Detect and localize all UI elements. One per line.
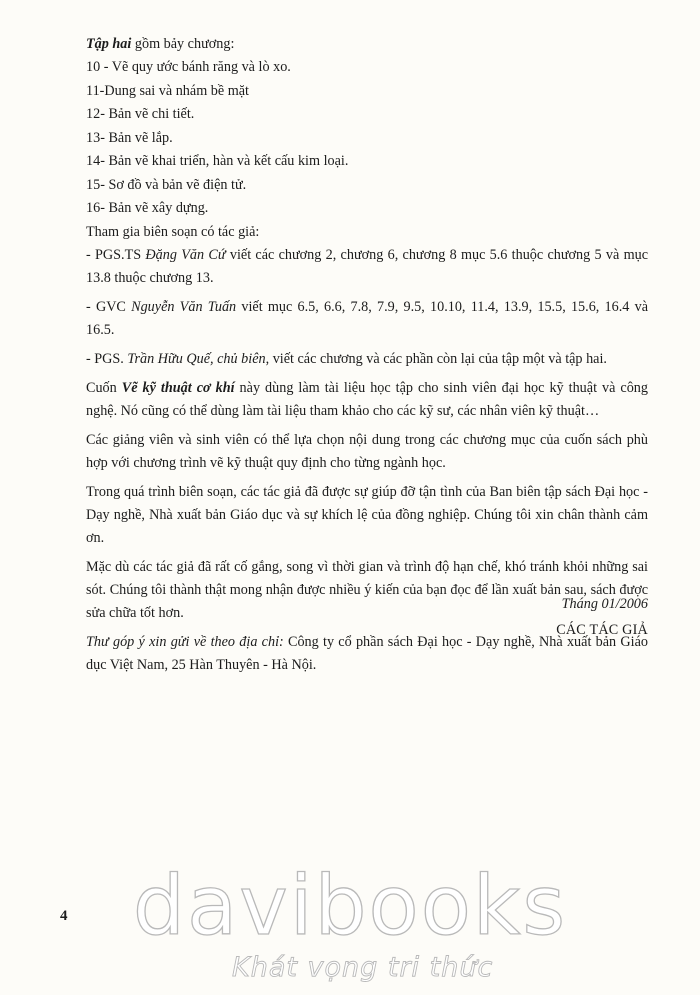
paragraph-thanks: Trong quá trình biên soạn, các tác giả đã được sự giúp đỡ tận tình của Ban biên tập sách Đại học - Dạy nghề, Nhà xuất bản Giáo dục và sự khích lệ của đồng nghiệp. Chúng tôi xin chân thành cảm ơn. — [86, 483, 648, 546]
paragraph-text: Cuốn — [86, 379, 122, 396]
paragraph-book-purpose — [86, 377, 648, 423]
author-contribution: viết các chương 2, chương 6, chương 8 mục 5.6 thuộc chương 5 và mục 13.8 thuộc chương 13. — [86, 246, 648, 286]
paragraph-usage: Các giảng viên và sinh viên có thể lựa chọn nội dung trong các chương mục của cuốn sách phù hợp với chương trình vẽ kỹ thuật quy định cho từng ngành học. — [86, 431, 648, 471]
chapter-item: 16- Bản vẽ xây dựng. — [86, 200, 209, 216]
author-title: - GVC — [86, 298, 132, 315]
preface-body — [86, 33, 648, 677]
author-title: - PGS.TS — [86, 246, 146, 263]
chapter-list — [86, 56, 648, 220]
volume-two-label: Tập hai — [86, 36, 132, 52]
address-label: Thư góp ý xin gửi về theo địa chỉ: — [86, 633, 284, 650]
book-title: Vẽ kỹ thuật cơ khí — [121, 379, 235, 396]
author-entry — [86, 244, 648, 290]
chapter-item: 14- Bản vẽ khai triển, hàn và kết cấu kim loại. — [86, 153, 349, 169]
watermark-tagline: Khát vọng tri thức — [232, 952, 494, 983]
signature-authors: CÁC TÁC GIẢ — [556, 622, 648, 638]
author-title: - PGS. — [86, 350, 128, 367]
chapter-item: 15- Sơ đồ và bản vẽ điện tử. — [86, 176, 247, 193]
watermark-logo: davibooks — [132, 859, 568, 954]
author-entry — [86, 296, 648, 342]
paragraph-feedback: Mặc dù các tác giả đã rất cố gắng, song vì thời gian và trình độ hạn chế, khó tránh khỏi những sai sót. Chúng tôi thành thật mong nhận được nhiều ý kiến của bạn đọc để lần xuất bản sau, sách được sửa chữa tốt hơn. — [86, 558, 648, 621]
chapter-item: 10 - Vẽ quy ước bánh răng và lò xo. — [86, 59, 291, 75]
chapter-item: 13- Bản vẽ lắp. — [86, 129, 173, 146]
author-contribution: , viết các chương và các phần còn lại của tập một và tập hai. — [265, 350, 607, 367]
authors-intro: Tham gia biên soạn có tác giả: — [86, 223, 260, 240]
volume-two-intro-text: gồm bảy chương: — [131, 36, 235, 52]
chapter-item: 11-Dung sai và nhám bề mặt — [86, 82, 249, 99]
author-entry — [86, 348, 648, 371]
author-name: Trần Hữu Quế, chủ biên — [127, 350, 266, 367]
volume-two-intro — [86, 33, 648, 56]
address-text: Công ty cổ phần sách Đại học - Dạy nghề, Nhà xuất bản Giáo dục Việt Nam, 25 Hàn Thuyên - Hà Nội. — [86, 633, 648, 673]
signature-date: Tháng 01/2006 — [561, 596, 648, 612]
author-name: Đặng Văn Cứ — [145, 246, 226, 263]
author-name: Nguyễn Văn Tuấn — [131, 298, 237, 315]
page-number: 4 — [60, 908, 68, 924]
chapter-item: 12- Bản vẽ chi tiết. — [86, 106, 195, 122]
author-contribution: viết mục 6.5, 6.6, 7.8, 7.9, 9.5, 10.10, 11.4, 13.9, 15.5, 15.6, 16.4 và 16.5. — [86, 298, 648, 338]
paragraph-text: này dùng làm tài liệu học tập cho sinh viên đại học kỹ thuật và công nghệ. Nó cũng có thể dùng làm tài liệu tham khảo cho các kỹ sư, các nhân viên kỹ thuật… — [86, 379, 648, 419]
